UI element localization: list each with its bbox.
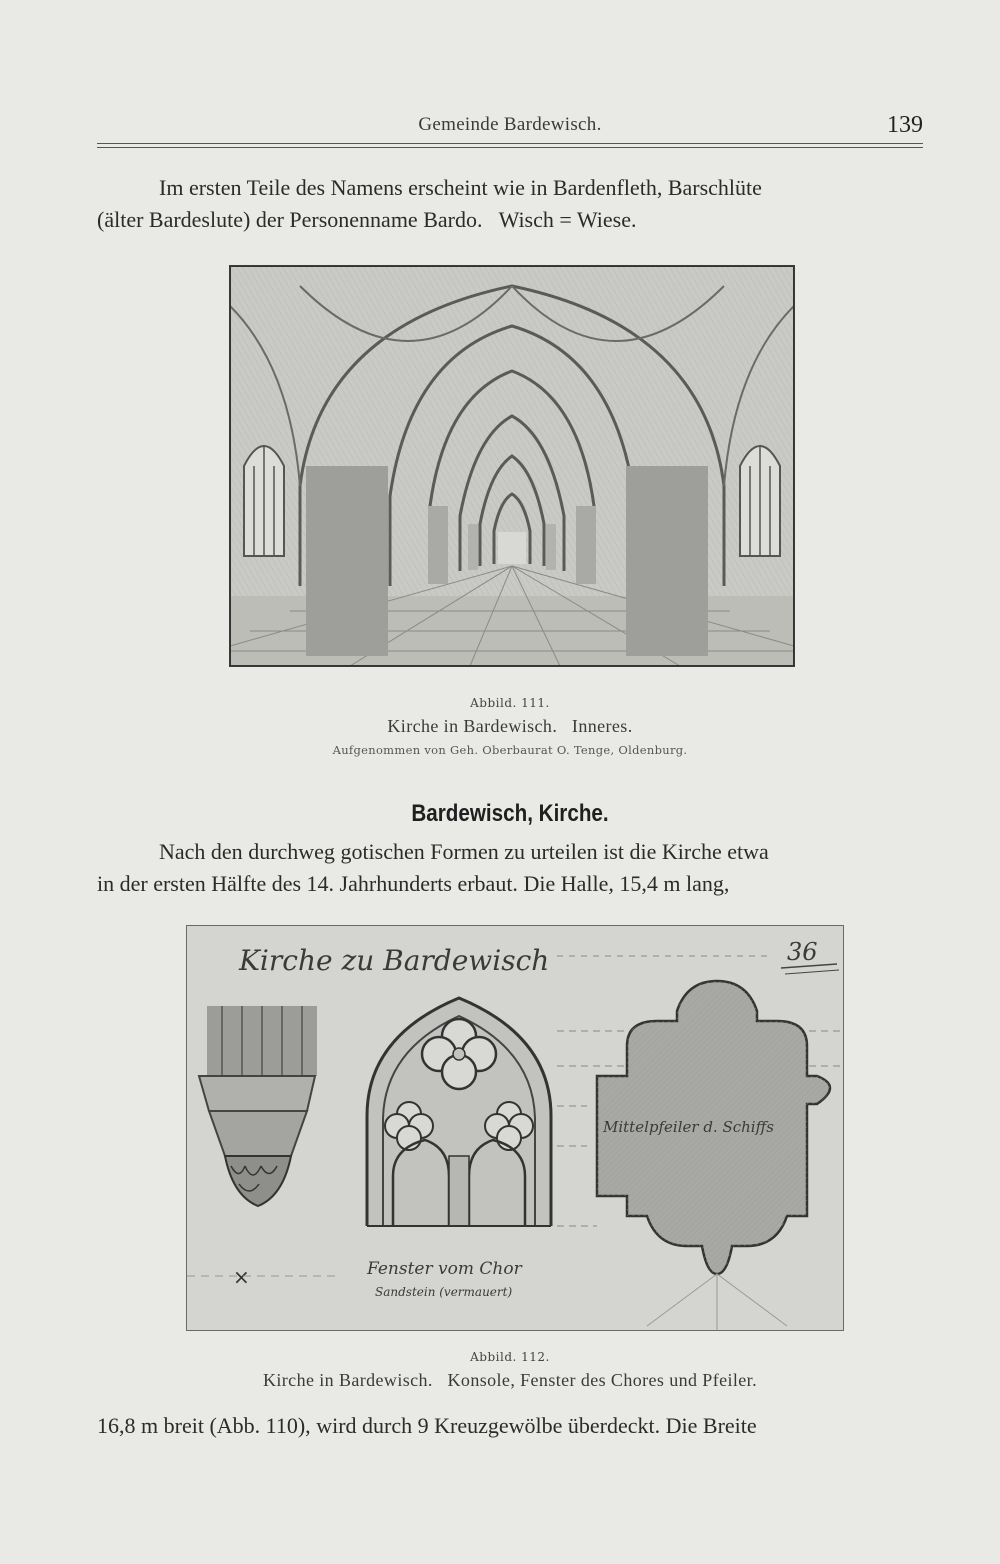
word: lang, <box>685 871 730 896</box>
figure-111-caption <box>97 696 923 757</box>
word: ist <box>603 839 624 864</box>
word: Namens <box>330 175 403 200</box>
figure-112-label: Abbild. 112. <box>470 1350 550 1364</box>
header-rule-top <box>97 143 923 144</box>
word: überdeckt. <box>567 1413 661 1438</box>
word: Halle, <box>560 871 614 896</box>
word: den <box>210 839 243 864</box>
figure-112-title: Kirche in Bardewisch. Konsole, Fenster des Chores und Pfeiler. <box>262 1370 757 1390</box>
word: Bardenfleth, <box>552 175 663 200</box>
header-rule-bottom <box>97 147 923 148</box>
word: des <box>295 175 326 200</box>
word: durchweg <box>248 839 335 864</box>
word: Barschlüte <box>667 175 762 200</box>
word: des <box>271 871 302 896</box>
intro-paragraph <box>97 172 923 236</box>
word: m <box>141 1413 159 1438</box>
intro-line-1 <box>97 172 923 204</box>
word: Die <box>665 1413 698 1438</box>
word: Hälfte <box>211 871 267 896</box>
word: urteilen <box>530 839 598 864</box>
word: Kirche <box>661 839 722 864</box>
closing-paragraph <box>97 1410 923 1442</box>
word: Formen <box>430 839 499 864</box>
window-sublabel: Sandstein (vermauert) <box>375 1285 513 1299</box>
word: 15,4 <box>619 871 658 896</box>
word: in <box>530 175 548 200</box>
word: wie <box>493 175 525 200</box>
word: Nach <box>159 839 206 864</box>
figure-112-caption <box>97 1350 923 1391</box>
pier-label: Mittelpfeiler d. Schiffs <box>603 1118 774 1136</box>
figure-111-title: Kirche in Bardewisch. Inneres. <box>387 716 633 736</box>
section-paragraph <box>97 836 923 900</box>
figure-111-label: Abbild. 111. <box>470 696 550 710</box>
word: Die <box>523 871 556 896</box>
word: (Abb. 110), <box>209 1413 311 1438</box>
word: durch <box>362 1413 413 1438</box>
closing-line <box>97 1410 923 1442</box>
sheet-number: 36 <box>787 938 818 966</box>
word: erbaut. <box>457 871 518 896</box>
word: zu <box>504 839 525 864</box>
word: ersten <box>188 175 242 200</box>
word: ersten <box>153 871 206 896</box>
word: erscheint <box>408 175 488 200</box>
word: 14. <box>306 871 335 896</box>
figure-111-drawing <box>229 265 795 667</box>
church-interior-illustration <box>230 266 794 666</box>
word: Breite <box>702 1413 757 1438</box>
word: 9 <box>417 1413 429 1438</box>
section-line-2 <box>97 868 923 900</box>
sketch-title: Kirche zu Bardewisch <box>239 944 550 977</box>
figure-112-sketch <box>186 925 844 1331</box>
word: Im <box>159 175 184 200</box>
word: Teile <box>246 175 291 200</box>
word: gotischen <box>340 839 425 864</box>
word: wird <box>316 1413 357 1438</box>
sketch-sheet-illustration <box>187 926 843 1330</box>
intro-line-2: (älter Bardeslute) der Personenname Bardo. Wisch = Wiese. <box>97 207 637 232</box>
page-number: 139 <box>887 112 923 138</box>
word: etwa <box>727 839 769 864</box>
cross-mark: × <box>233 1265 250 1289</box>
figure-111-credit: Aufgenommen von Geh. Oberbaurat O. Tenge, Oldenburg. <box>332 743 688 757</box>
word: 16,8 <box>97 1413 136 1438</box>
window-label: Fenster vom Chor <box>367 1259 522 1279</box>
word: der <box>119 871 148 896</box>
word: in <box>97 871 115 896</box>
running-header <box>97 112 923 142</box>
word: Jahrhunderts <box>339 871 452 896</box>
section-heading: Bardewisch, Kirche. <box>411 800 609 827</box>
word: m <box>663 871 681 896</box>
section-line-1 <box>97 836 923 868</box>
word: breit <box>163 1413 204 1438</box>
word: die <box>629 839 657 864</box>
running-title: Gemeinde Bardewisch. <box>418 114 602 135</box>
word: Kreuzgewölbe <box>434 1413 563 1438</box>
